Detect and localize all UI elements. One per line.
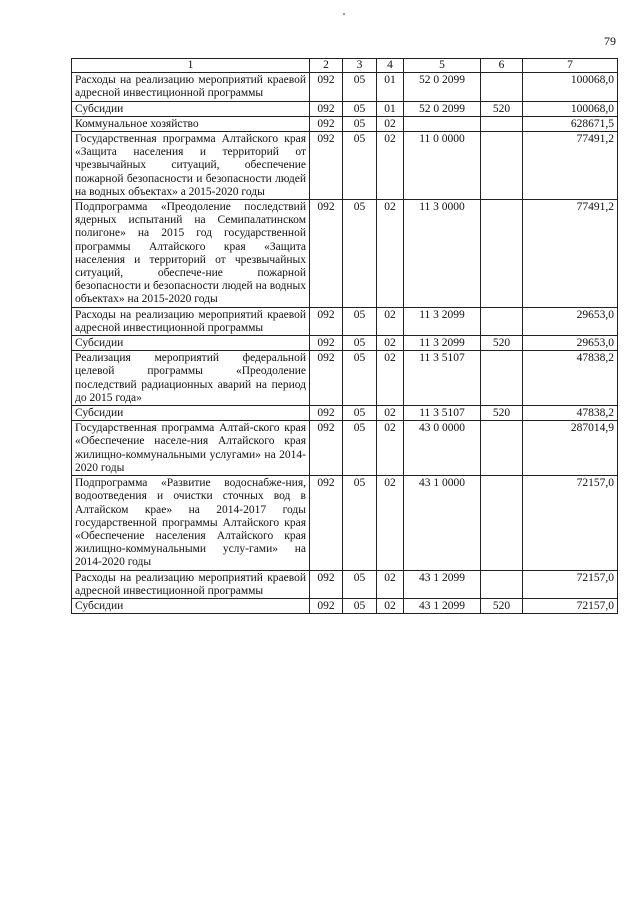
header-row — [72, 59, 618, 73]
section-code: 05 — [343, 476, 377, 570]
amount: 100068,0 — [523, 101, 618, 116]
amount: 47838,2 — [523, 406, 618, 421]
amount: 628671,5 — [523, 116, 618, 131]
section-code: 05 — [343, 116, 377, 131]
amount: 77491,2 — [523, 200, 618, 308]
table-row — [72, 406, 618, 421]
expense-type — [481, 307, 523, 335]
amount: 29653,0 — [523, 307, 618, 335]
scan-artifact — [343, 13, 345, 15]
ministry-code: 092 — [310, 421, 343, 476]
table-row — [72, 116, 618, 131]
amount: 287014,9 — [523, 421, 618, 476]
row-name: Расходы на реализацию мероприятий краевой адресной инвестиционной программы — [72, 73, 310, 101]
table-row — [72, 351, 618, 406]
section-code: 05 — [343, 570, 377, 598]
ministry-code: 092 — [310, 336, 343, 351]
ministry-code: 092 — [310, 307, 343, 335]
amount: 72157,0 — [523, 476, 618, 570]
subsection-code: 02 — [377, 351, 404, 406]
ministry-code: 092 — [310, 476, 343, 570]
ministry-code: 092 — [310, 116, 343, 131]
target-article: 52 0 2099 — [404, 73, 481, 101]
ministry-code: 092 — [310, 570, 343, 598]
budget-table — [71, 58, 618, 614]
header-cell: 1 — [72, 59, 310, 73]
table-row — [72, 421, 618, 476]
subsection-code: 01 — [377, 73, 404, 101]
table-row — [72, 307, 618, 335]
expense-type: 520 — [481, 598, 523, 613]
section-code: 05 — [343, 406, 377, 421]
target-article: 43 0 0000 — [404, 421, 481, 476]
header-cell: 4 — [377, 59, 404, 73]
header-cell: 5 — [404, 59, 481, 73]
subsection-code: 02 — [377, 476, 404, 570]
ministry-code: 092 — [310, 351, 343, 406]
expense-type — [481, 73, 523, 101]
table-row — [72, 570, 618, 598]
expense-type — [481, 570, 523, 598]
ministry-code: 092 — [310, 406, 343, 421]
subsection-code: 02 — [377, 570, 404, 598]
table-row — [72, 476, 618, 570]
amount: 72157,0 — [523, 598, 618, 613]
ministry-code: 092 — [310, 200, 343, 308]
section-code: 05 — [343, 598, 377, 613]
expense-type — [481, 116, 523, 131]
header-cell: 2 — [310, 59, 343, 73]
ministry-code: 092 — [310, 73, 343, 101]
row-name: Реализация мероприятий федеральной целевой программы «Преодоление последствий радиационных аварий на период до 2015 года» — [72, 351, 310, 406]
header-cell: 7 — [523, 59, 618, 73]
subsection-code: 02 — [377, 336, 404, 351]
section-code: 05 — [343, 132, 377, 200]
expense-type — [481, 132, 523, 200]
row-name: Коммунальное хозяйство — [72, 116, 310, 131]
target-article: 11 0 0000 — [404, 132, 481, 200]
row-name: Подпрограмма «Преодоление последствий ядерных испытаний на Семипалатинском полигоне» на 2015 год государственной программы Алтайского края «Защита населения и территорий от чрезвычайных ситуаций, обеспече-ние пожарной безопасности и безопасности людей на водных объектах» на 2015-2020 годы — [72, 200, 310, 308]
target-article: 43 1 2099 — [404, 570, 481, 598]
subsection-code: 02 — [377, 116, 404, 131]
header-cell: 6 — [481, 59, 523, 73]
amount: 100068,0 — [523, 73, 618, 101]
subsection-code: 02 — [377, 406, 404, 421]
ministry-code: 092 — [310, 132, 343, 200]
target-article: 52 0 2099 — [404, 101, 481, 116]
expense-type — [481, 476, 523, 570]
header-cell: 3 — [343, 59, 377, 73]
table-row — [72, 200, 618, 308]
row-name: Государственная программа Алтай-ского края «Обеспечение населе-ния Алтайского края жилищно-коммунальными услугами» на 2014-2020 годы — [72, 421, 310, 476]
ministry-code: 092 — [310, 101, 343, 116]
amount: 77491,2 — [523, 132, 618, 200]
row-name: Субсидии — [72, 101, 310, 116]
target-article: 11 3 2099 — [404, 336, 481, 351]
target-article: 43 1 0000 — [404, 476, 481, 570]
row-name: Субсидии — [72, 598, 310, 613]
section-code: 05 — [343, 307, 377, 335]
subsection-code: 02 — [377, 200, 404, 308]
subsection-code: 02 — [377, 421, 404, 476]
expense-type — [481, 351, 523, 406]
section-code: 05 — [343, 336, 377, 351]
section-code: 05 — [343, 73, 377, 101]
target-article: 11 3 5107 — [404, 351, 481, 406]
expense-type: 520 — [481, 406, 523, 421]
target-article: 11 3 2099 — [404, 307, 481, 335]
page-number: 79 — [604, 34, 616, 48]
subsection-code: 02 — [377, 598, 404, 613]
table-row — [72, 132, 618, 200]
expense-type — [481, 200, 523, 308]
ministry-code: 092 — [310, 598, 343, 613]
row-name: Субсидии — [72, 406, 310, 421]
section-code: 05 — [343, 101, 377, 116]
target-article: 43 1 2099 — [404, 598, 481, 613]
subsection-code: 02 — [377, 132, 404, 200]
row-name: Подпрограмма «Развитие водоснабже-ния, водоотведения и очистки сточных вод в Алтайском крае» на 2014-2017 годы государственной программы Алтайского края «Обеспечение населения Алтайского края жилищно-коммунальными услу-гами» на 2014-2020 годы — [72, 476, 310, 570]
section-code: 05 — [343, 351, 377, 406]
target-article: 11 3 5107 — [404, 406, 481, 421]
target-article — [404, 116, 481, 131]
row-name: Субсидии — [72, 336, 310, 351]
expense-type: 520 — [481, 101, 523, 116]
table-row — [72, 101, 618, 116]
amount: 47838,2 — [523, 351, 618, 406]
section-code: 05 — [343, 421, 377, 476]
table-row — [72, 598, 618, 613]
row-name: Расходы на реализацию мероприятий краевой адресной инвестиционной программы — [72, 570, 310, 598]
target-article: 11 3 0000 — [404, 200, 481, 308]
row-name: Государственная программа Алтайского края «Защита населения и территорий от чрезвычайных ситуаций, обеспечение пожарной безопасности и безопасности людей на водных объектах» а 2015-2020 годы — [72, 132, 310, 200]
subsection-code: 02 — [377, 307, 404, 335]
table-row — [72, 73, 618, 101]
row-name: Расходы на реализацию мероприятий краевой адресной инвестиционной программы — [72, 307, 310, 335]
table-row — [72, 336, 618, 351]
section-code: 05 — [343, 200, 377, 308]
amount: 29653,0 — [523, 336, 618, 351]
expense-type: 520 — [481, 336, 523, 351]
amount: 72157,0 — [523, 570, 618, 598]
expense-type — [481, 421, 523, 476]
subsection-code: 01 — [377, 101, 404, 116]
